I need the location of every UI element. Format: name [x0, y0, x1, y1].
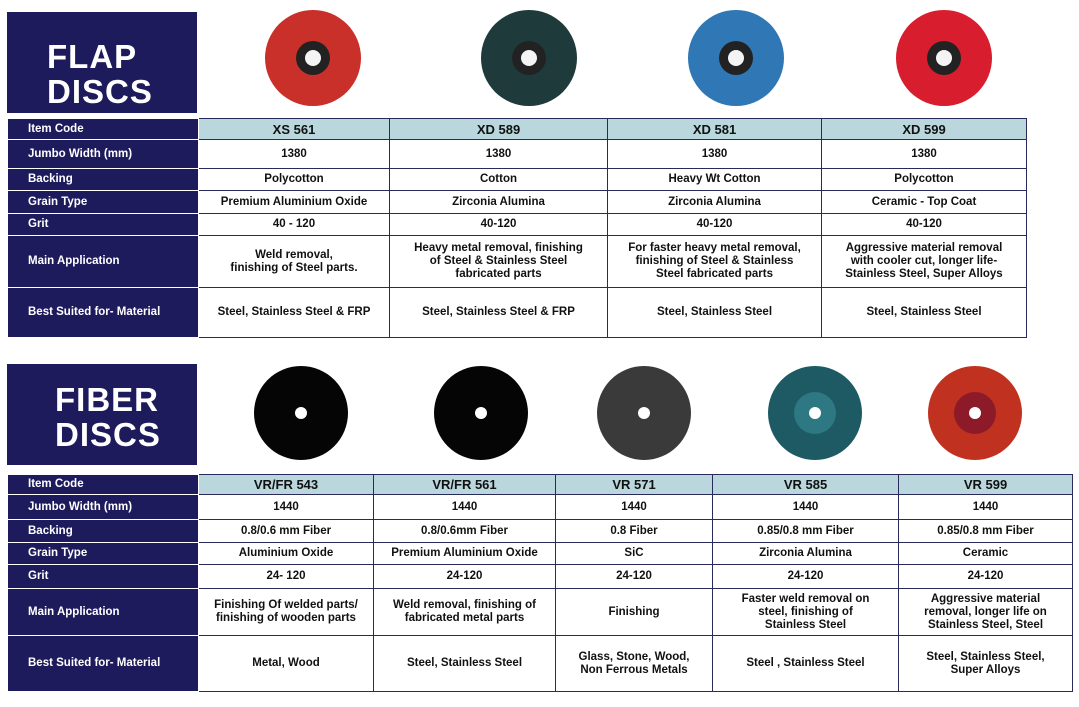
spec-cell-grain: Ceramic: [899, 543, 1073, 565]
flap-disc-image: [688, 10, 784, 106]
spec-cell-grain: Zirconia Alumina: [608, 191, 822, 214]
spec-cell-width: 1440: [374, 495, 556, 520]
spec-cell-backing: Polycotton: [822, 169, 1027, 191]
fiber-disc-image: [254, 366, 348, 460]
spec-cell-grain: Premium Aluminium Oxide: [199, 191, 390, 214]
fiber-disc-image: [768, 366, 862, 460]
spec-cell-material: Steel, Stainless Steel: [608, 288, 822, 338]
spec-row-grit: [8, 214, 1027, 236]
spec-cell-item-code: VR 585: [713, 475, 899, 495]
fiber-disc-image: [597, 366, 691, 460]
spec-cell-material: Steel, Stainless Steel: [822, 288, 1027, 338]
row-label: Grit: [8, 565, 199, 589]
spec-cell-grit: 24- 120: [199, 565, 374, 589]
spec-cell-grit: 24-120: [556, 565, 713, 589]
spec-cell-grain: Aluminium Oxide: [199, 543, 374, 565]
row-label: Jumbo Width (mm): [8, 495, 199, 520]
spec-cell-application: Weld removal, finishing of fabricated metal parts: [374, 589, 556, 636]
spec-cell-material: Steel, Stainless Steel, Super Alloys: [899, 636, 1073, 692]
spec-cell-material: Metal, Wood: [199, 636, 374, 692]
spec-cell-grit: 24-120: [899, 565, 1073, 589]
spec-row-material: [8, 636, 1073, 692]
spec-cell-backing: 0.8/0.6 mm Fiber: [199, 520, 374, 543]
spec-cell-width: 1440: [713, 495, 899, 520]
spec-row-application: [8, 589, 1073, 636]
spec-cell-item-code: XS 561: [199, 119, 390, 140]
row-label: Best Suited for- Material: [8, 288, 199, 338]
spec-cell-item-code: XD 581: [608, 119, 822, 140]
spec-cell-material: Steel , Stainless Steel: [713, 636, 899, 692]
spec-cell-width: 1380: [608, 140, 822, 169]
row-label: Grain Type: [8, 543, 199, 565]
spec-row-application: [8, 236, 1027, 288]
spec-cell-application: Faster weld removal on steel, finishing of Stainless Steel: [713, 589, 899, 636]
spec-cell-backing: Heavy Wt Cotton: [608, 169, 822, 191]
fiber-discs-spec-table: [7, 474, 1073, 692]
row-label: Grit: [8, 214, 199, 236]
spec-cell-grit: 40-120: [822, 214, 1027, 236]
row-label: Grain Type: [8, 191, 199, 214]
row-label: Main Application: [8, 589, 199, 636]
spec-cell-width: 1440: [199, 495, 374, 520]
spec-row-item-code: [8, 119, 1027, 140]
spec-cell-width: 1440: [899, 495, 1073, 520]
row-label: Jumbo Width (mm): [8, 140, 199, 169]
row-label: Item Code: [8, 475, 199, 495]
spec-cell-backing: 0.85/0.8 mm Fiber: [899, 520, 1073, 543]
spec-cell-application: Aggressive material removal, longer life on Stainless Steel, Steel: [899, 589, 1073, 636]
spec-cell-material: Steel, Stainless Steel & FRP: [199, 288, 390, 338]
fiber-disc-image: [434, 366, 528, 460]
spec-cell-grain: Ceramic - Top Coat: [822, 191, 1027, 214]
spec-row-item-code: [8, 475, 1073, 495]
spec-cell-width: 1380: [199, 140, 390, 169]
spec-cell-grain: Zirconia Alumina: [713, 543, 899, 565]
spec-cell-item-code: VR/FR 561: [374, 475, 556, 495]
spec-cell-application: Finishing Of welded parts/ finishing of wooden parts: [199, 589, 374, 636]
spec-cell-grit: 24-120: [374, 565, 556, 589]
spec-cell-backing: Polycotton: [199, 169, 390, 191]
flap-discs-spec-table: [7, 118, 1027, 338]
row-label: Item Code: [8, 119, 199, 140]
spec-cell-backing: Cotton: [390, 169, 608, 191]
flap-discs-title: FLAP DISCS: [7, 12, 197, 113]
row-label: Best Suited for- Material: [8, 636, 199, 692]
spec-cell-item-code: XD 599: [822, 119, 1027, 140]
spec-cell-grain: Premium Aluminium Oxide: [374, 543, 556, 565]
spec-cell-grit: 40-120: [390, 214, 608, 236]
spec-cell-application: Weld removal, finishing of Steel parts.: [199, 236, 390, 288]
spec-cell-backing: 0.8/0.6mm Fiber: [374, 520, 556, 543]
spec-row-width: [8, 495, 1073, 520]
spec-row-backing: [8, 520, 1073, 543]
spec-cell-backing: 0.8 Fiber: [556, 520, 713, 543]
row-label: Backing: [8, 169, 199, 191]
spec-cell-grit: 40-120: [608, 214, 822, 236]
spec-cell-application: For faster heavy metal removal, finishing of Steel & Stainless Steel fabricated parts: [608, 236, 822, 288]
spec-cell-width: 1380: [822, 140, 1027, 169]
spec-row-material: [8, 288, 1027, 338]
row-label: Backing: [8, 520, 199, 543]
spec-cell-backing: 0.85/0.8 mm Fiber: [713, 520, 899, 543]
spec-row-grain: [8, 543, 1073, 565]
spec-cell-material: Glass, Stone, Wood, Non Ferrous Metals: [556, 636, 713, 692]
flap-disc-image: [896, 10, 992, 106]
spec-cell-item-code: VR/FR 543: [199, 475, 374, 495]
row-label: Main Application: [8, 236, 199, 288]
spec-row-width: [8, 140, 1027, 169]
spec-cell-grain: SiC: [556, 543, 713, 565]
spec-row-backing: [8, 169, 1027, 191]
spec-row-grit: [8, 565, 1073, 589]
spec-cell-grit: 24-120: [713, 565, 899, 589]
spec-cell-item-code: XD 589: [390, 119, 608, 140]
spec-cell-width: 1440: [556, 495, 713, 520]
spec-cell-material: Steel, Stainless Steel: [374, 636, 556, 692]
spec-cell-application: Heavy metal removal, finishing of Steel & Stainless Steel fabricated parts: [390, 236, 608, 288]
spec-cell-item-code: VR 599: [899, 475, 1073, 495]
spec-row-grain: [8, 191, 1027, 214]
flap-disc-image: [265, 10, 361, 106]
fiber-discs-title: FIBER DISCS: [7, 364, 197, 465]
spec-cell-item-code: VR 571: [556, 475, 713, 495]
flap-disc-image: [481, 10, 577, 106]
spec-cell-grit: 40 - 120: [199, 214, 390, 236]
fiber-disc-image: [928, 366, 1022, 460]
spec-cell-application: Finishing: [556, 589, 713, 636]
spec-cell-material: Steel, Stainless Steel & FRP: [390, 288, 608, 338]
spec-cell-application: Aggressive material removal with cooler cut, longer life- Stainless Steel, Super Alloys: [822, 236, 1027, 288]
spec-cell-grain: Zirconia Alumina: [390, 191, 608, 214]
spec-cell-width: 1380: [390, 140, 608, 169]
